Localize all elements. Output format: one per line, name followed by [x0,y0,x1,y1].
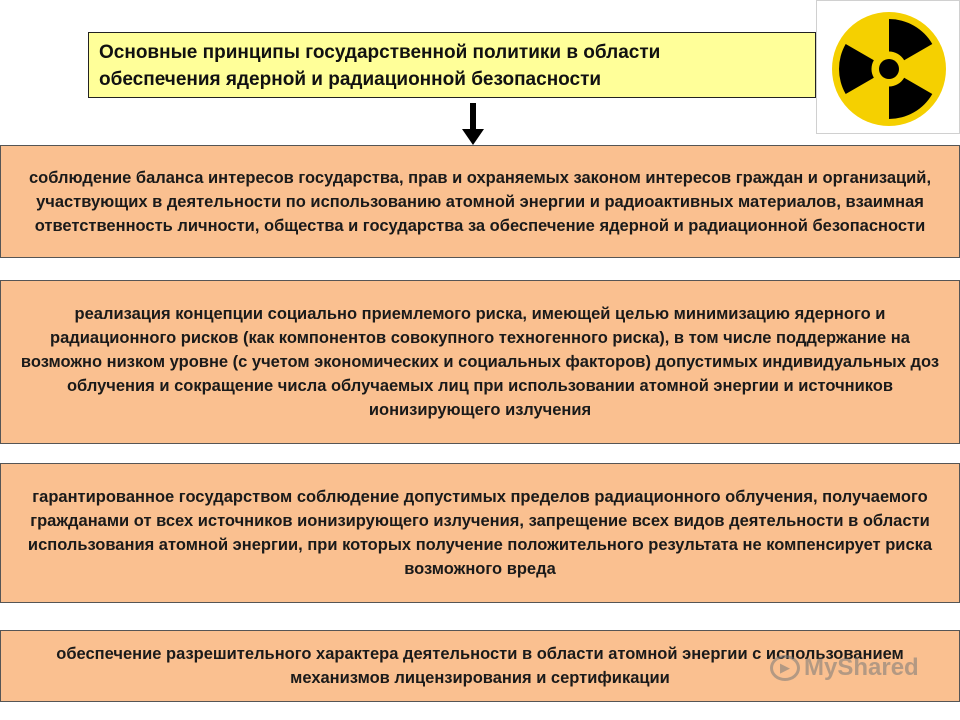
principle-panel-2 [0,280,960,444]
watermark-text: MyShared [804,654,919,681]
radiation-trefoil-icon [830,10,948,128]
arrow-down-icon [462,103,484,145]
principle-text-4: обеспечение разрешительного характера деятельности в области атомной энергии с использованием механизмов лицензирования и сертификации [56,645,904,687]
principle-panel-1 [0,145,960,258]
watermark [770,654,919,682]
principle-text-1: соблюдение баланса интересов государства, прав и охраняемых законом интересов граждан и организаций, участвующих в деятельности по использованию атомной энергии и радиоактивных материалов, взаимная ответственность личности, общества и государства за обеспечение ядерной и радиационной безопасности [28,168,932,235]
title-line-1: Основные принципы государственной политики в области [99,42,661,63]
watermark-logo-icon: ▶ [770,655,800,681]
title-line-2: обеспечения ядерной и радиационной безопасности [99,69,602,90]
principle-panel-3 [0,463,960,603]
principle-text-3: гарантированное государством соблюдение допустимых пределов радиационного облучения, получаемого гражданами от всех источников ионизирующего излучения, запрещение всех видов деятельности в области использования атомной энергии, при которых получение положительного результата не компенсирует риска возможного вреда [27,488,933,578]
page-title [88,32,816,98]
principle-text-2: реализация концепции социально приемлемого риска, имеющей целью минимизацию ядерного и радиационного рисков (как компонентов совокупного техногенного риска), в том числе поддержание на возможно низком уровне (с учетом экономических и социальных факторов) допустимых индивидуальных доз облучения и сокращение числа облучаемых лиц при использовании атомной энергии и источников ионизирующего излучения [20,305,940,419]
radiation-logo [816,0,960,134]
